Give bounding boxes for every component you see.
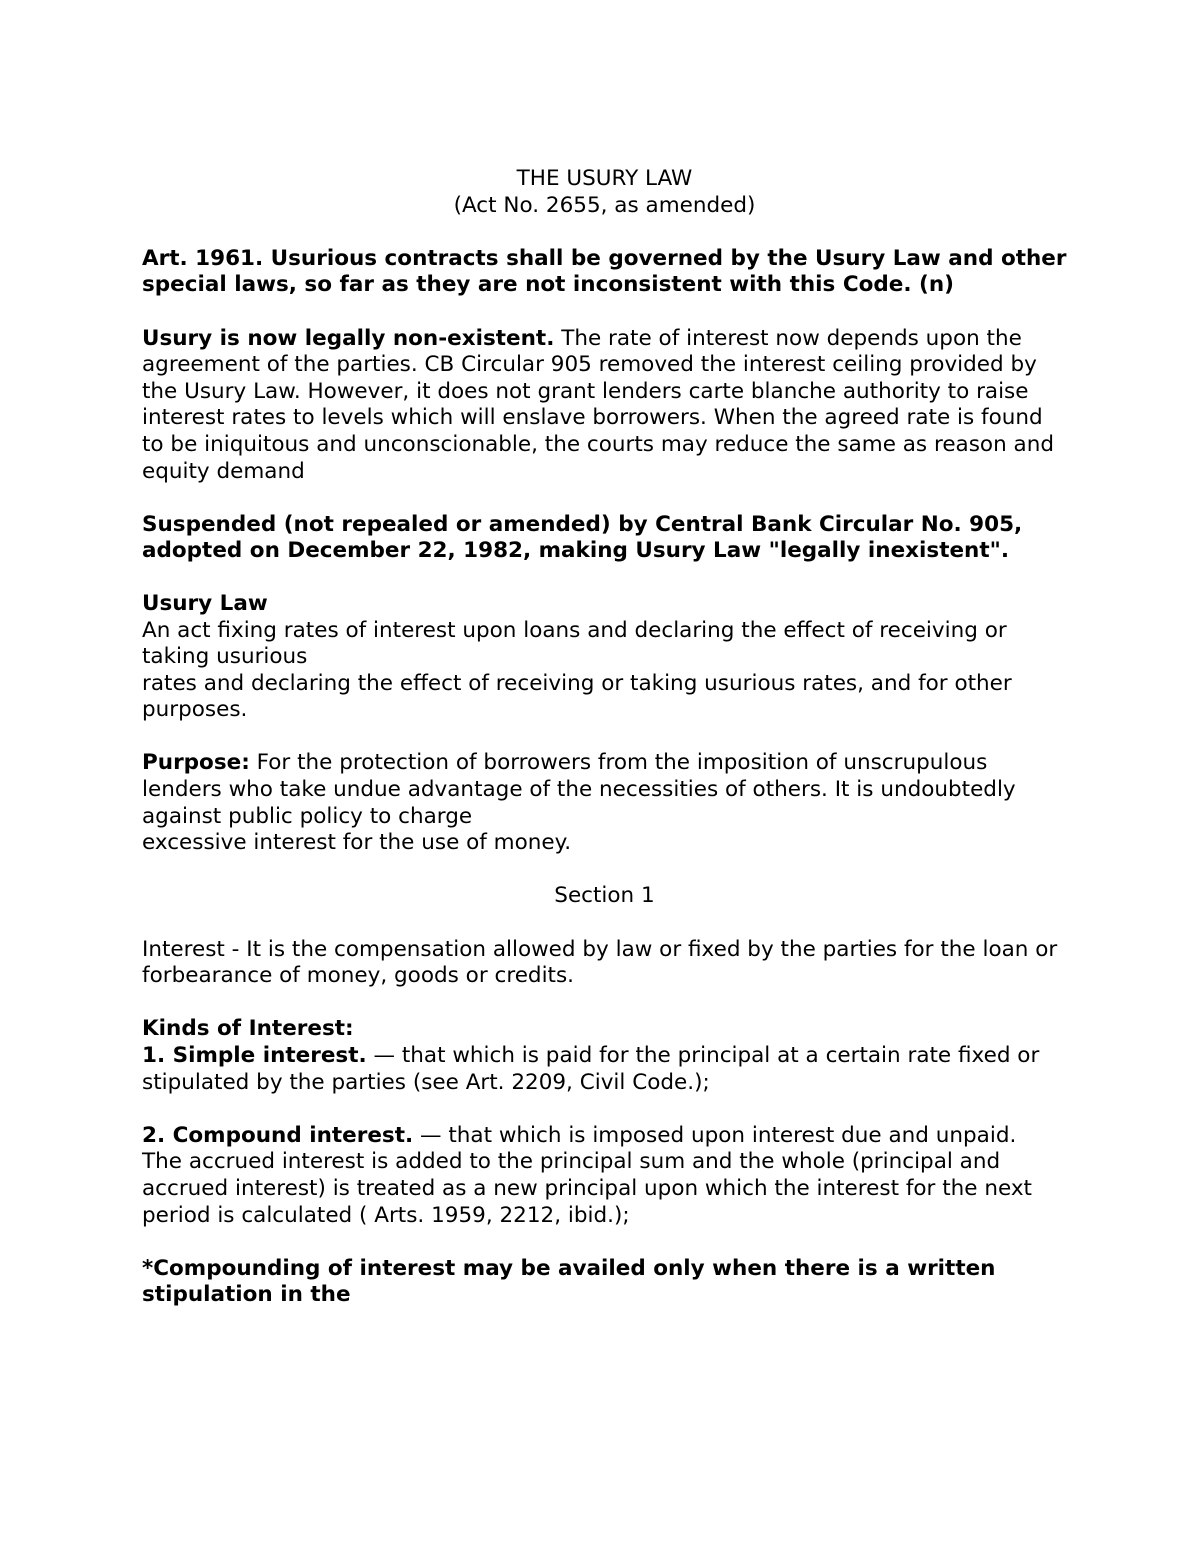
compound-interest-item	[142, 1123, 1067, 1150]
purpose-paragraph	[142, 750, 1067, 830]
usury-law-line2: rates and declaring the effect of receiving or taking usurious rates, and for other purposes.	[142, 670, 1012, 723]
usury-nonexistent-body: The rate of interest now depends upon the agreement of the parties. CB Circular 905 removed the interest ceiling provided by the Usury Law. However, it does not grant lenders carte blanche authority to raise interest rates to levels which will enslave borrowers. When the agreed rate is found to be iniquitous and unconscionable, the courts may reduce the same as reason and equity demand	[142, 325, 1054, 484]
simple-interest-lead: 1. Simple interest.	[142, 1043, 367, 1068]
compound-interest-lead: 2. Compound interest.	[142, 1122, 414, 1148]
purpose-line2: excessive interest for the use of money.	[142, 830, 572, 856]
compounding-note: *Compounding of interest may be availed only when there is a written stipulation in the	[142, 1255, 996, 1308]
usury-nonexistent-lead: Usury is now legally non-existent.	[142, 325, 555, 351]
purpose-body: For the protection of borrowers from the imposition of unscrupulous lenders who take undue advantage of the necessities of others. It is undoubtedly against public policy to charge	[142, 750, 1016, 829]
document-subtitle: (Act No. 2655, as amended)	[453, 192, 756, 218]
simple-interest-item	[142, 1043, 1067, 1096]
document-page	[142, 166, 1067, 1309]
compound-interest-detail: The accrued interest is added to the principal sum and the whole (principal and accrued interest) is treated as a new principal upon which the interest for the next period is calculated ( Arts. 1959, 2212, ibid.);	[142, 1149, 1032, 1228]
simple-interest-body: — that which is paid for the principal at a certain rate fixed or stipulated by the parties (see Art. 2209, Civil Code.);	[142, 1043, 1040, 1095]
usury-law-heading: Usury Law	[142, 590, 268, 616]
article-1961: Art. 1961. Usurious contracts shall be governed by the Usury Law and other special laws, so far as they are not inconsistent with this Code. (n)	[142, 245, 1067, 298]
usury-law-line1: An act fixing rates of interest upon loans and declaring the effect of receiving or taking usurious	[142, 617, 1007, 670]
kinds-heading: Kinds of Interest:	[142, 1016, 354, 1042]
purpose-lead: Purpose:	[142, 750, 250, 776]
usury-nonexistent-paragraph	[142, 326, 1067, 486]
section-heading: Section 1	[554, 883, 655, 909]
interest-definition: Interest - It is the compensation allowed by law or fixed by the parties for the loan or forbearance of money, goods or credits.	[142, 936, 1058, 989]
suspended-paragraph: Suspended (not repealed or amended) by Central Bank Circular No. 905, adopted on December 22, 1982, making Usury Law "legally inexistent".	[142, 511, 1023, 564]
document-title: THE USURY LAW	[516, 166, 693, 191]
compound-interest-body: — that which is imposed upon interest due and unpaid.	[413, 1122, 1017, 1148]
